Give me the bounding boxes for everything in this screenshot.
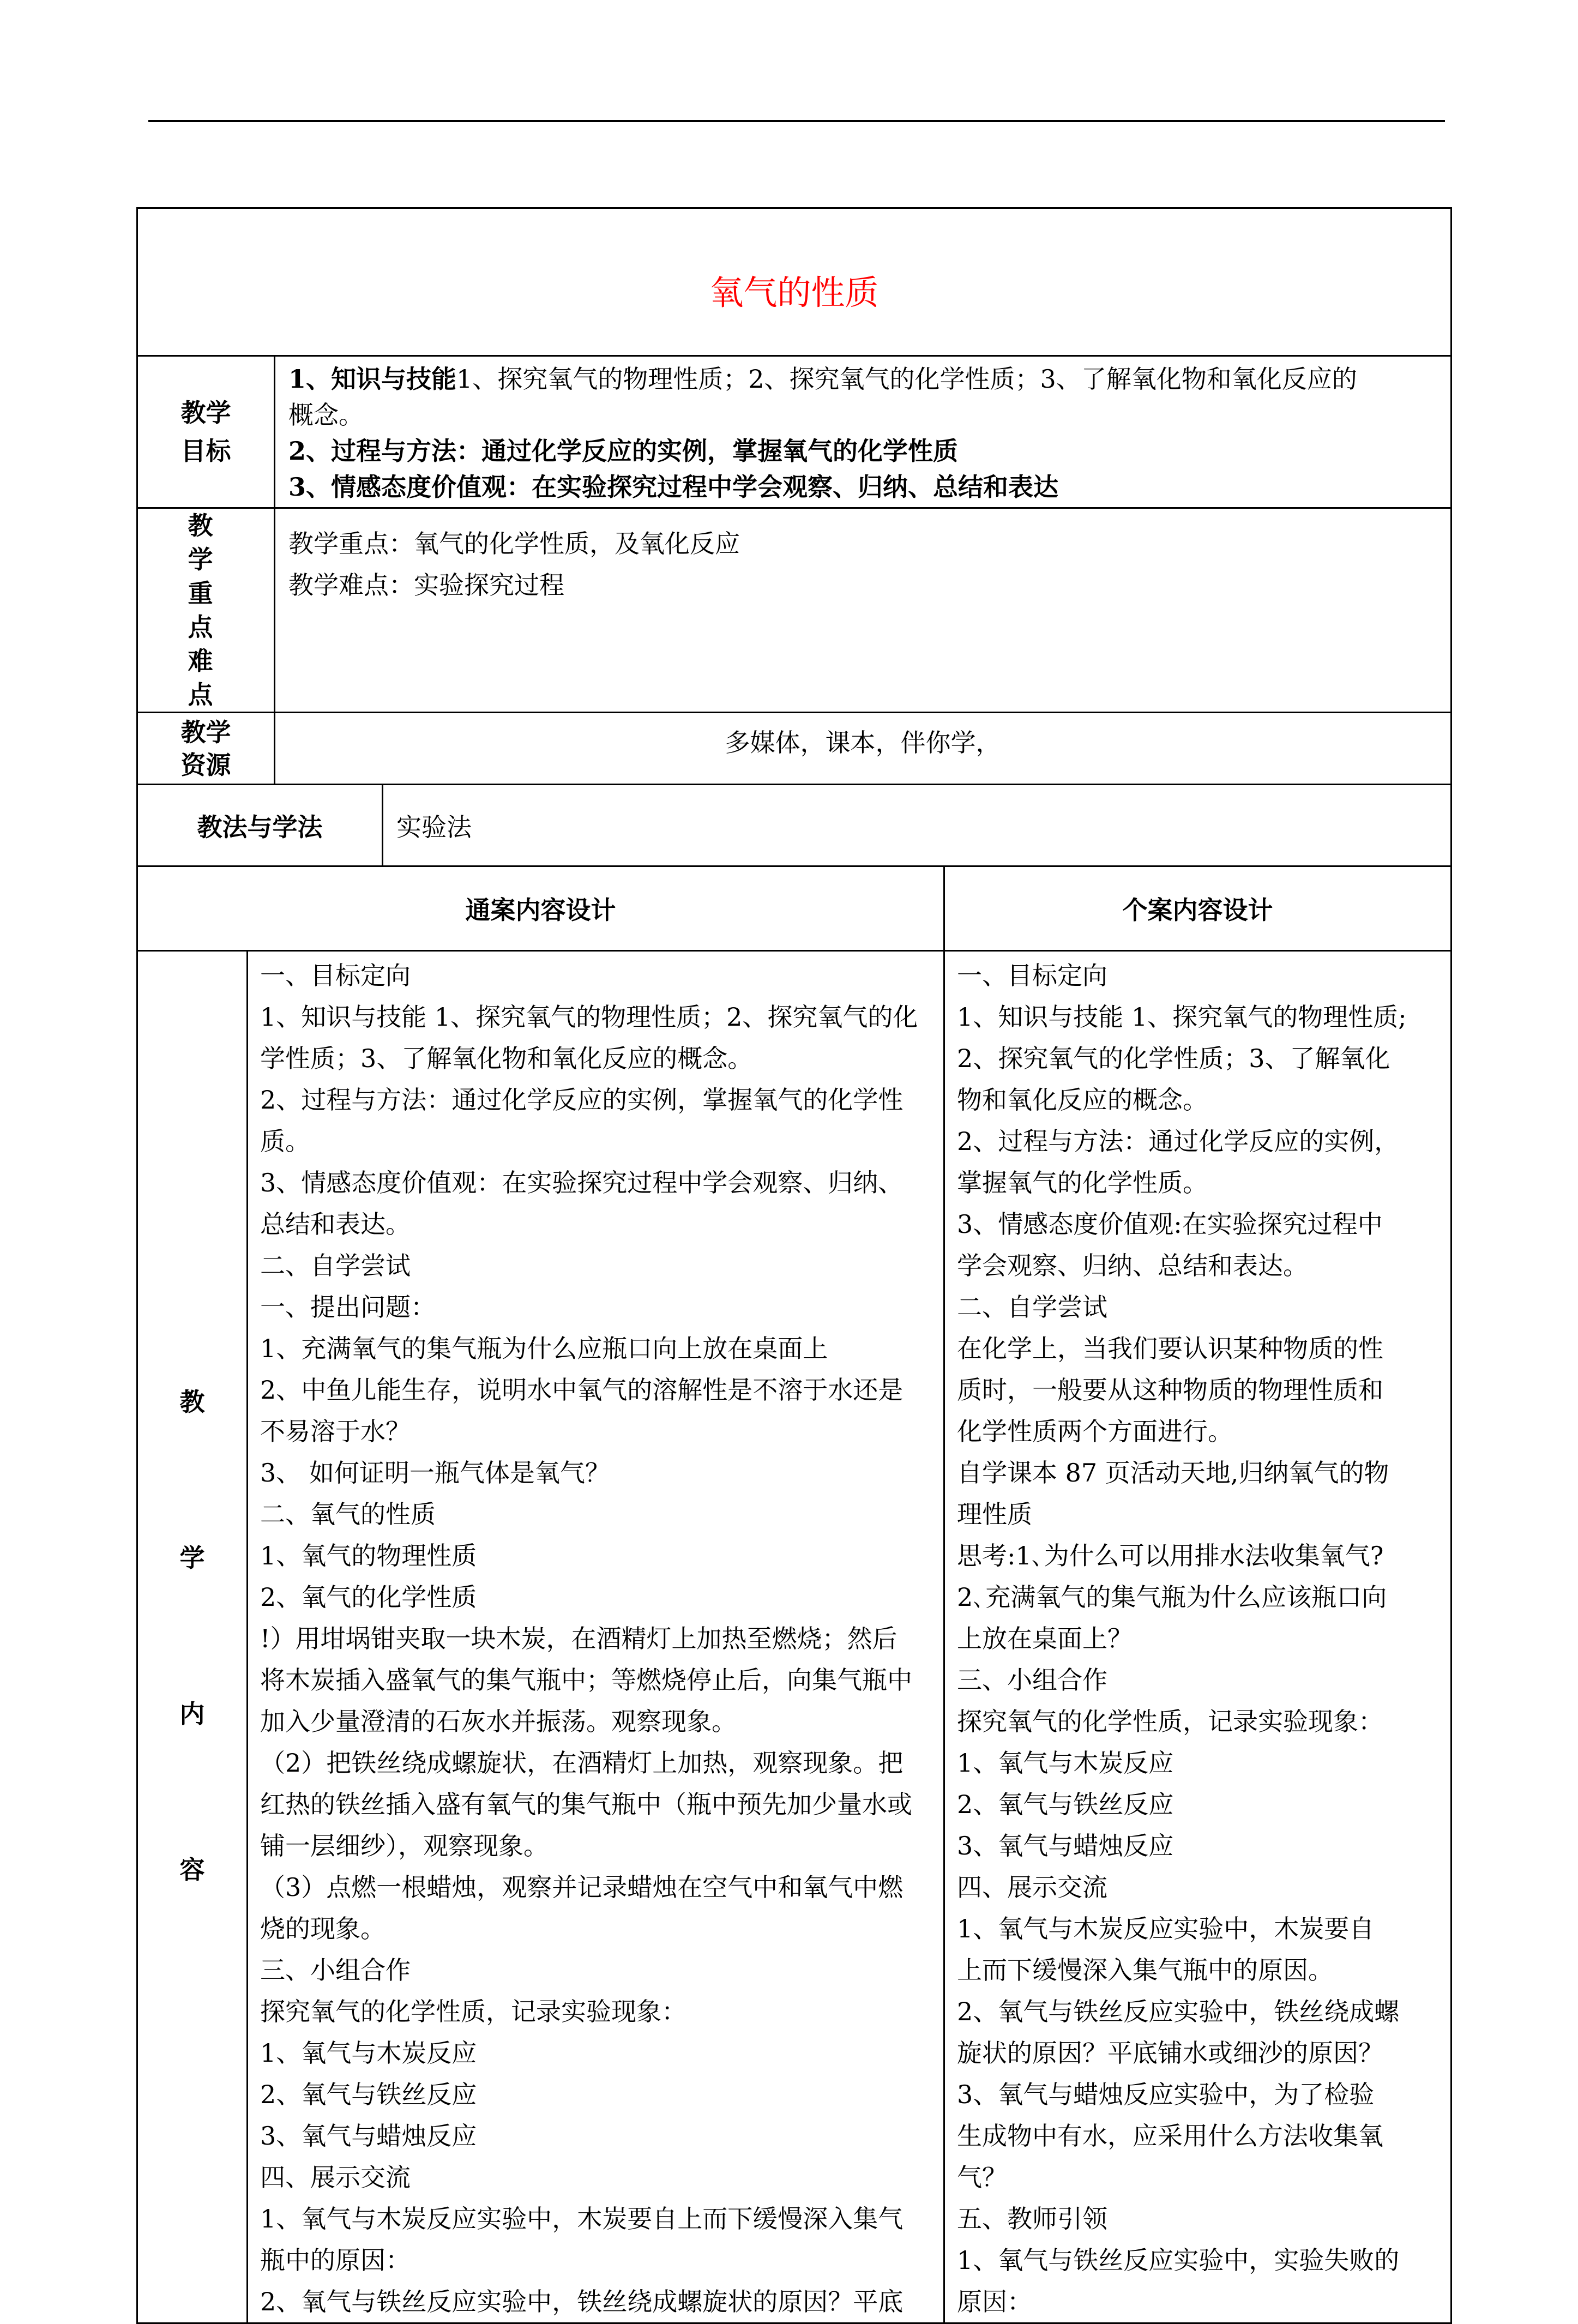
general-content-line: 2、氧气与铁丝反应实验中，铁丝绕成螺旋状的原因？平底 [260, 2287, 904, 2316]
individual-content-line: 1、氧气与木炭反应实验中，木炭要自 [957, 1914, 1375, 1943]
individual-content-line: 原因： [957, 2287, 1032, 2316]
general-content-line: 总结和表达。 [260, 1209, 411, 1239]
objectives-line-1-rest: 1、探究氧气的物理性质；2、探究氧气的化学性质；3、了解氧化物和氧化反应的 [456, 364, 1357, 394]
resources-value: 多媒体，课本，伴你学， [725, 728, 1001, 757]
individual-content-line: 2、氧气与铁丝反应实验中，铁丝绕成螺 [957, 1997, 1400, 2026]
individual-content-line: 物和氧化反应的概念。 [957, 1085, 1208, 1115]
objectives-label-text: 教学目标 [180, 398, 231, 466]
individual-content-line: 生成物中有水，应采用什么方法收集氧 [957, 2121, 1383, 2151]
method-value: 实验法 [396, 812, 472, 842]
individual-content-line: 三、小组合作 [957, 1665, 1107, 1695]
general-content-line: 1、充满氧气的集气瓶为什么应瓶口向上放在桌面上 [260, 1334, 828, 1363]
general-content-cell [248, 951, 944, 2323]
general-content-line: 2、氧气与铁丝反应 [260, 2080, 477, 2109]
general-content-line: 探究氧气的化学性质，记录实验现象： [260, 1997, 686, 2026]
objectives-line-3: 3、情感态度价值观：在实验探究过程中学会观察、归纳、总结和表达 [288, 472, 1059, 502]
objectives-line-2: 2、过程与方法：通过化学反应的实例，掌握氧气的化学性质 [288, 436, 959, 466]
resources-label-text: 教学资源 [180, 717, 231, 780]
general-content-line: 学性质；3、了解氧化物和氧化反应的概念。 [260, 1044, 753, 1073]
general-content-line: 四、展示交流 [260, 2163, 411, 2192]
method-label-text: 教法与学法 [197, 812, 323, 842]
general-content-line: 加入少量澄清的石灰水并振荡。观察现象。 [260, 1707, 737, 1736]
individual-content-line: 3、情感态度价值观:在实验探究过程中 [957, 1209, 1383, 1239]
general-content-line: 1、氧气与木炭反应 [260, 2038, 477, 2068]
individual-content-line: 五、教师引领 [957, 2204, 1107, 2233]
content-label [137, 951, 248, 2323]
individual-content-line: 四、展示交流 [957, 1873, 1107, 1902]
objectives-line-1-cont: 概念。 [288, 400, 364, 430]
column-header-left-text: 通案内容设计 [465, 895, 616, 925]
general-content-line: 1、氧气与木炭反应实验中，木炭要自上而下缓慢深入集气 [260, 2204, 904, 2233]
individual-content-line: 1、氧气与木炭反应 [957, 1748, 1174, 1778]
content-label-char-3: 内 [179, 1699, 205, 1729]
individual-content-line: 自学课本 87 页活动天地,归纳氧气的物 [957, 1458, 1389, 1488]
general-content-line: 红热的铁丝插入盛有氧气的集气瓶中（瓶中预先加少量水或 [260, 1790, 912, 1819]
individual-content-line: 1、氧气与铁丝反应实验中，实验失败的 [957, 2245, 1400, 2275]
individual-content-line: 质时，一般要从这种物质的物理性质和 [957, 1375, 1383, 1405]
general-content-line: 1、知识与技能 1、探究氧气的物理性质；2、探究氧气的化 [260, 1002, 918, 1032]
general-content-lines [260, 955, 933, 2322]
method-label [137, 785, 383, 866]
objectives-label [137, 356, 275, 508]
content-label-char-2: 学 [179, 1543, 205, 1573]
objectives-cell [275, 356, 1451, 508]
general-content-line: 二、自学尝试 [260, 1251, 411, 1280]
general-content-line: 不易溶于水？ [260, 1417, 411, 1446]
objectives-line-1-bold: 1、知识与技能 [288, 364, 457, 394]
individual-content-line: 旋状的原因？平底铺水或细沙的原因？ [957, 2038, 1383, 2068]
general-content-line: 将木炭插入盛氧气的集气瓶中；等燃烧停止后，向集气瓶中 [260, 1665, 912, 1695]
general-content-line: 3、情感态度价值观：在实验探究过程中学会观察、归纳、 [260, 1168, 904, 1197]
keypoints-label [137, 508, 275, 713]
individual-content-line: 上而下缓慢深入集气瓶中的原因。 [957, 1955, 1333, 1985]
resources-label [137, 713, 275, 785]
individual-content-line: 化学性质两个方面进行。 [957, 1417, 1233, 1446]
individual-content-cell [944, 951, 1451, 2323]
general-content-line: 2、中鱼儿能生存，说明水中氧气的溶解性是不溶于水还是 [260, 1375, 904, 1405]
column-header-left [137, 866, 944, 951]
title-cell [137, 208, 1451, 356]
individual-content-line: 3、氧气与蜡烛反应 [957, 1831, 1174, 1861]
individual-content-line: 3、氧气与蜡烛反应实验中，为了检验 [957, 2080, 1375, 2109]
individual-content-line: 一、目标定向 [957, 961, 1107, 990]
individual-content-lines [957, 955, 1441, 2322]
general-content-line: 1、氧气的物理性质 [260, 1541, 477, 1570]
keypoints-cell [275, 508, 1451, 713]
content-label-char-1: 教 [179, 1387, 205, 1417]
keypoints-line-2: 教学难点：实验探究过程 [288, 570, 564, 600]
keypoints-label-text: 教学重点难点 [188, 511, 224, 709]
content-label-char-4: 容 [179, 1855, 205, 1885]
header-rule [148, 120, 1445, 122]
general-content-line: 烧的现象。 [260, 1914, 386, 1943]
general-content-line: !）用坩埚钳夹取一块木炭，在酒精灯上加热至燃烧；然后 [260, 1624, 898, 1653]
individual-content-line: 2､充满氧气的集气瓶为什么应该瓶口向 [957, 1582, 1387, 1612]
individual-content-line: 气？ [957, 2163, 1007, 2192]
general-content-line: 铺一层细纱），观察现象。 [260, 1831, 549, 1861]
general-content-line: 2、氧气的化学性质 [260, 1582, 477, 1612]
method-value-cell [383, 785, 1451, 866]
keypoints-line-1: 教学重点：氧气的化学性质，及氧化反应 [288, 529, 740, 558]
general-content-line: 一、提出问题： [260, 1292, 436, 1322]
resources-cell [275, 713, 1451, 785]
page-title: 氧气的性质 [709, 273, 879, 312]
column-header-right-text: 个案内容设计 [1122, 895, 1273, 925]
column-header-right [944, 866, 1451, 951]
general-content-line: 3、 如何证明一瓶气体是氧气？ [260, 1458, 610, 1488]
individual-content-line: 2、过程与方法：通过化学反应的实例， [957, 1127, 1400, 1156]
individual-content-line: 掌握氧气的化学性质。 [957, 1168, 1208, 1197]
general-content-line: 瓶中的原因： [260, 2245, 411, 2275]
general-content-line: 三、小组合作 [260, 1955, 411, 1985]
individual-content-line: 2、探究氧气的化学性质；3、了解氧化 [957, 1044, 1390, 1073]
general-content-line: 质。 [260, 1127, 310, 1156]
individual-content-line: 探究氧气的化学性质，记录实验现象： [957, 1707, 1383, 1736]
individual-content-line: 思考:1､为什么可以用排水法收集氧气? [957, 1541, 1384, 1570]
general-content-line: 一、目标定向 [260, 961, 411, 990]
general-content-line: 二、氧气的性质 [260, 1500, 436, 1529]
general-content-line: （2）把铁丝绕成螺旋状，在酒精灯上加热，观察现象。把 [260, 1748, 904, 1778]
individual-content-line: 2、氧气与铁丝反应 [957, 1790, 1174, 1819]
general-content-line: 2、过程与方法：通过化学反应的实例，掌握氧气的化学性 [260, 1085, 904, 1115]
individual-content-line: 在化学上，当我们要认识某种物质的性 [957, 1334, 1383, 1363]
lesson-plan-table [136, 207, 1452, 2324]
individual-content-line: 二、自学尝试 [957, 1292, 1107, 1322]
general-content-line: （3）点燃一根蜡烛，观察并记录蜡烛在空气中和氧气中燃 [260, 1873, 904, 1902]
individual-content-line: 学会观察、归纳、总结和表达。 [957, 1251, 1308, 1280]
individual-content-line: 理性质 [957, 1500, 1032, 1529]
individual-content-line: 上放在桌面上？ [957, 1624, 1133, 1653]
general-content-line: 3、氧气与蜡烛反应 [260, 2121, 477, 2151]
objectives-line-1 [288, 361, 1441, 397]
individual-content-line: 1、知识与技能 1、探究氧气的物理性质; [957, 1002, 1407, 1032]
